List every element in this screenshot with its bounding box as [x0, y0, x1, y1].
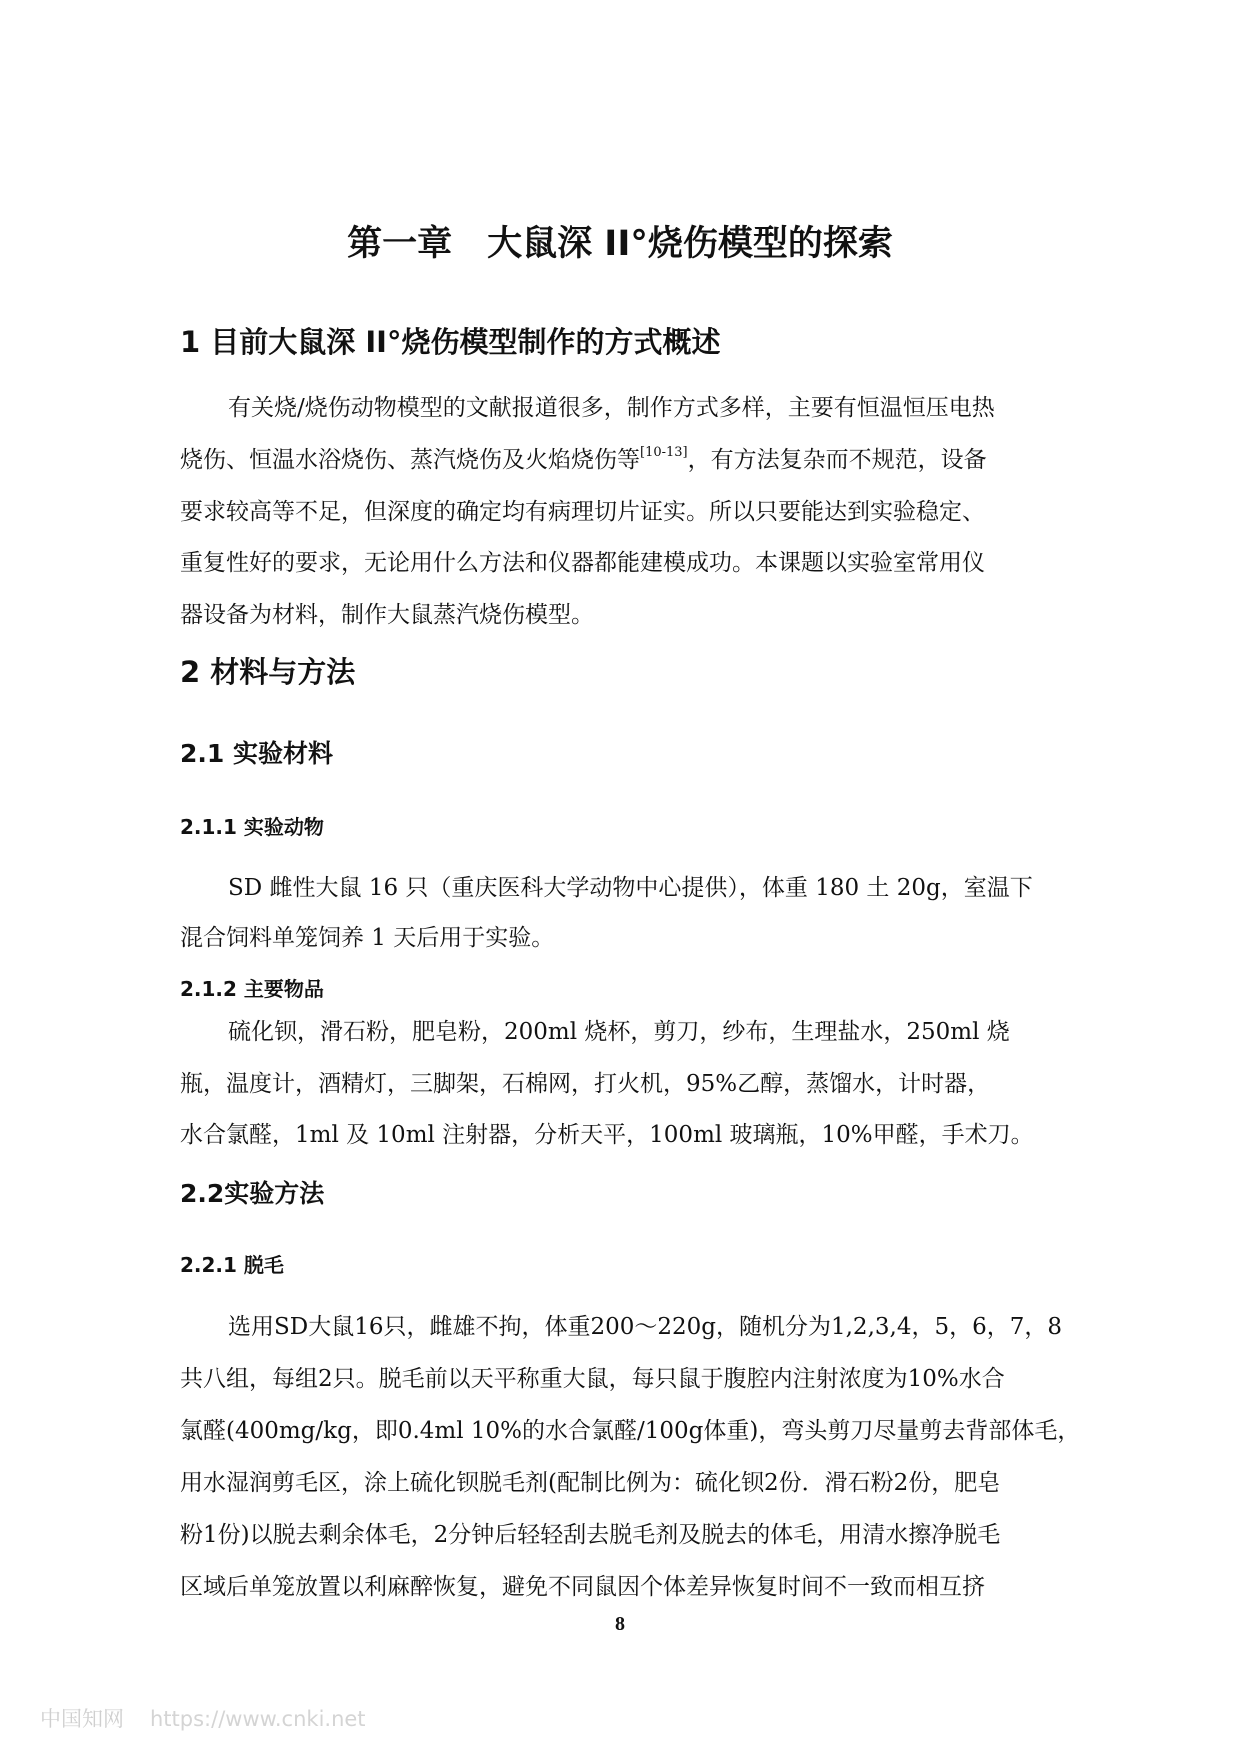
paragraph-line: 硫化钡，滑石粉，肥皂粉，200ml 烧杯，剪刀，纱布，生理盐水，250ml 烧 — [228, 1019, 1010, 1045]
paragraph-line: 器设备为材料，制作大鼠蒸汽烧伤模型。 — [180, 602, 594, 628]
subsection-heading-2-2-1: 2.2.1 脱毛 — [180, 1253, 284, 1277]
paragraph-line: 重复性好的要求，无论用什么方法和仪器都能建模成功。本课题以实验室常用仪 — [180, 550, 985, 576]
subsection-heading-2-2: 2.2实验方法 — [180, 1179, 325, 1208]
paragraph-line: 有关烧/烧伤动物模型的文献报道很多，制作方式多样，主要有恒温恒压电热 — [228, 395, 995, 421]
section-heading-1: 1 目前大鼠深 II°烧伤模型制作的方式概述 — [180, 325, 721, 359]
paragraph-line: 区域后单笼放置以利麻醉恢复，避免不同鼠因个体差异恢复时间不一致而相互挤 — [180, 1574, 985, 1600]
paragraph-line: 选用SD大鼠16只，雌雄不拘，体重200～220g，随机分为1,2,3,4，5，6，7，8 — [228, 1314, 1062, 1340]
paragraph-line: 混合饲料单笼饲养 1 天后用于实验。 — [180, 925, 555, 951]
paragraph-text: 烧伤、恒温水浴烧伤、蒸汽烧伤及火焰烧伤等 — [180, 447, 640, 473]
watermark-brand: 中国知网 — [40, 1707, 124, 1731]
paragraph-line: SD 雌性大鼠 16 只（重庆医科大学动物中心提供），体重 180 土 20g，室温下 — [228, 875, 1033, 901]
chapter-title: 第一章 大鼠深 II°烧伤模型的探索 — [347, 224, 893, 264]
paragraph-line: 氯醛(400mg/kg，即0.4ml 10%的水合氯醛/100g体重)，弯头剪刀尽量剪去背部体毛， — [180, 1418, 1081, 1444]
page-number: 8 — [615, 1613, 625, 1635]
cnki-watermark — [40, 1703, 366, 1733]
paragraph-line: 粉1份)以脱去剩余体毛，2分钟后轻轻刮去脱毛剂及脱去的体毛，用清水擦净脱毛 — [180, 1522, 1001, 1548]
subsection-heading-2-1: 2.1 实验材料 — [180, 739, 333, 768]
paragraph-line — [180, 445, 987, 473]
section-heading-2: 2 材料与方法 — [180, 655, 356, 689]
watermark-url: https://www.cnki.net — [150, 1707, 366, 1731]
paragraph-line: 瓶，温度计，酒精灯，三脚架，石棉网，打火机，95%乙醇，蒸馏水，计时器， — [180, 1071, 991, 1097]
citation: [10-13] — [640, 445, 688, 460]
paragraph-line: 水合氯醛，1ml 及 10ml 注射器，分析天平，100ml 玻璃瓶，10%甲醛，手术刀。 — [180, 1122, 1034, 1148]
paragraph-text: ，有方法复杂而不规范，设备 — [687, 447, 987, 473]
paragraph-line: 共八组，每组2只。脱毛前以天平称重大鼠，每只鼠于腹腔内注射浓度为10%水合 — [180, 1366, 1005, 1392]
paragraph-line: 要求较高等不足，但深度的确定均有病理切片证实。所以只要能达到实验稳定、 — [180, 499, 985, 525]
paragraph-line: 用水湿润剪毛区，涂上硫化钡脱毛剂(配制比例为：硫化钡2份．滑石粉2份，肥皂 — [180, 1470, 1001, 1496]
subsection-heading-2-1-2: 2.1.2 主要物品 — [180, 977, 324, 1001]
subsection-heading-2-1-1: 2.1.1 实验动物 — [180, 815, 324, 839]
